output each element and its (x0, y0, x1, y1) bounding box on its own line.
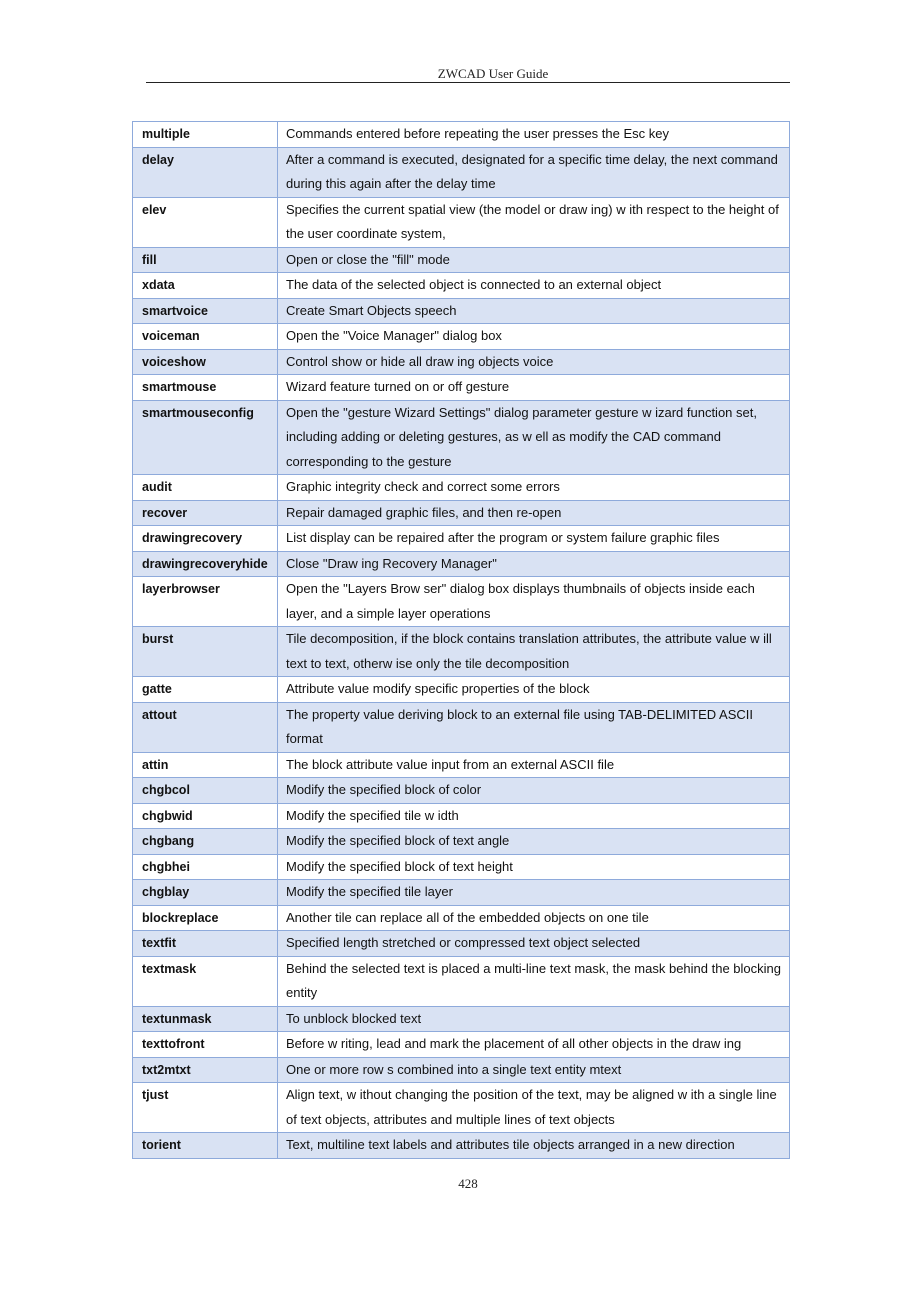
command-description-cell: The property value deriving block to an external file using TAB-DELIMITED ASCII format (278, 702, 790, 752)
command-name-cell: txt2mtxt (133, 1057, 278, 1083)
command-name-cell: textfit (133, 931, 278, 957)
table-row (133, 247, 790, 273)
command-description-cell: Open or close the "fill" mode (278, 247, 790, 273)
table-row (133, 854, 790, 880)
command-description-cell: Open the "gesture Wizard Settings" dialog parameter gesture w izard function set, including adding or deleting gestures, as w ell as modify the CAD command corresponding to the gesture (278, 400, 790, 475)
table-row (133, 500, 790, 526)
command-description-cell: Modify the specified block of color (278, 778, 790, 804)
command-name-cell: gatte (133, 677, 278, 703)
command-name-cell: attout (133, 702, 278, 752)
command-table (132, 121, 790, 1159)
table-row (133, 1057, 790, 1083)
header-rule (146, 82, 790, 83)
command-description-cell: Modify the specified tile w idth (278, 803, 790, 829)
table-row (133, 577, 790, 627)
page-number: 428 (458, 1176, 478, 1191)
command-description-cell: Specifies the current spatial view (the model or draw ing) w ith respect to the height of the user coordinate system, (278, 197, 790, 247)
command-name-cell: recover (133, 500, 278, 526)
table-row (133, 905, 790, 931)
table-row (133, 803, 790, 829)
command-name-cell: chgbhei (133, 854, 278, 880)
command-description-cell: Attribute value modify specific properties of the block (278, 677, 790, 703)
command-description-cell: Behind the selected text is placed a multi-line text mask, the mask behind the blocking entity (278, 956, 790, 1006)
table-row (133, 147, 790, 197)
table-row (133, 400, 790, 475)
table-row (133, 752, 790, 778)
table-row (133, 956, 790, 1006)
command-description-cell: Modify the specified block of text angle (278, 829, 790, 855)
command-name-cell: chgbcol (133, 778, 278, 804)
command-name-cell: delay (133, 147, 278, 197)
page-header-title: ZWCAD User Guide (437, 66, 549, 81)
table-row (133, 1133, 790, 1159)
command-description-cell: Tile decomposition, if the block contains translation attributes, the attribute value w ill text to text, otherw ise only the tile decomposition (278, 627, 790, 677)
command-description-cell: Modify the specified tile layer (278, 880, 790, 906)
table-row (133, 551, 790, 577)
table-row (133, 829, 790, 855)
table-row (133, 197, 790, 247)
command-name-cell: chgblay (133, 880, 278, 906)
command-description-cell: One or more row s combined into a single text entity mtext (278, 1057, 790, 1083)
command-description-cell: Open the "Voice Manager" dialog box (278, 324, 790, 350)
table-row (133, 627, 790, 677)
table-row (133, 778, 790, 804)
command-description-cell: Modify the specified block of text height (278, 854, 790, 880)
table-row (133, 273, 790, 299)
command-description-cell: Commands entered before repeating the user presses the Esc key (278, 122, 790, 148)
table-row (133, 475, 790, 501)
command-description-cell: Create Smart Objects speech (278, 298, 790, 324)
command-description-cell: Close "Draw ing Recovery Manager" (278, 551, 790, 577)
command-description-cell: To unblock blocked text (278, 1006, 790, 1032)
command-name-cell: smartvoice (133, 298, 278, 324)
command-description-cell: Another tile can replace all of the embedded objects on one tile (278, 905, 790, 931)
command-name-cell: chgbang (133, 829, 278, 855)
command-name-cell: drawingrecovery (133, 526, 278, 552)
table-row (133, 526, 790, 552)
table-row (133, 324, 790, 350)
command-description-cell: Text, multiline text labels and attributes tile objects arranged in a new direction (278, 1133, 790, 1159)
command-name-cell: fill (133, 247, 278, 273)
table-row (133, 375, 790, 401)
command-name-cell: smartmouseconfig (133, 400, 278, 475)
table-row (133, 931, 790, 957)
command-name-cell: voiceman (133, 324, 278, 350)
command-name-cell: audit (133, 475, 278, 501)
command-name-cell: torient (133, 1133, 278, 1159)
command-name-cell: multiple (133, 122, 278, 148)
command-description-cell: Before w riting, lead and mark the placement of all other objects in the draw ing (278, 1032, 790, 1058)
command-name-cell: blockreplace (133, 905, 278, 931)
table-row (133, 298, 790, 324)
command-name-cell: textmask (133, 956, 278, 1006)
command-description-cell: Open the "Layers Brow ser" dialog box displays thumbnails of objects inside each layer, and a simple layer operations (278, 577, 790, 627)
table-row (133, 1006, 790, 1032)
command-description-cell: After a command is executed, designated for a specific time delay, the next command during this again after the delay time (278, 147, 790, 197)
command-description-cell: Graphic integrity check and correct some errors (278, 475, 790, 501)
command-name-cell: texttofront (133, 1032, 278, 1058)
command-name-cell: burst (133, 627, 278, 677)
command-name-cell: elev (133, 197, 278, 247)
table-row (133, 880, 790, 906)
table-row (133, 1032, 790, 1058)
command-description-cell: Control show or hide all draw ing objects voice (278, 349, 790, 375)
command-name-cell: chgbwid (133, 803, 278, 829)
table-row (133, 349, 790, 375)
command-description-cell: The block attribute value input from an external ASCII file (278, 752, 790, 778)
command-name-cell: smartmouse (133, 375, 278, 401)
command-name-cell: attin (133, 752, 278, 778)
command-description-cell: Wizard feature turned on or off gesture (278, 375, 790, 401)
command-description-cell: List display can be repaired after the program or system failure graphic files (278, 526, 790, 552)
table-row (133, 677, 790, 703)
table-row (133, 702, 790, 752)
command-description-cell: Repair damaged graphic files, and then re-open (278, 500, 790, 526)
command-description-cell: Align text, w ithout changing the position of the text, may be aligned w ith a single line of text objects, attributes and multiple lines of text objects (278, 1083, 790, 1133)
command-name-cell: layerbrowser (133, 577, 278, 627)
table-row (133, 122, 790, 148)
command-name-cell: tjust (133, 1083, 278, 1133)
command-name-cell: voiceshow (133, 349, 278, 375)
command-description-cell: Specified length stretched or compressed text object selected (278, 931, 790, 957)
command-description-cell: The data of the selected object is connected to an external object (278, 273, 790, 299)
table-row (133, 1083, 790, 1133)
command-name-cell: drawingrecoveryhide (133, 551, 278, 577)
command-name-cell: xdata (133, 273, 278, 299)
command-name-cell: textunmask (133, 1006, 278, 1032)
